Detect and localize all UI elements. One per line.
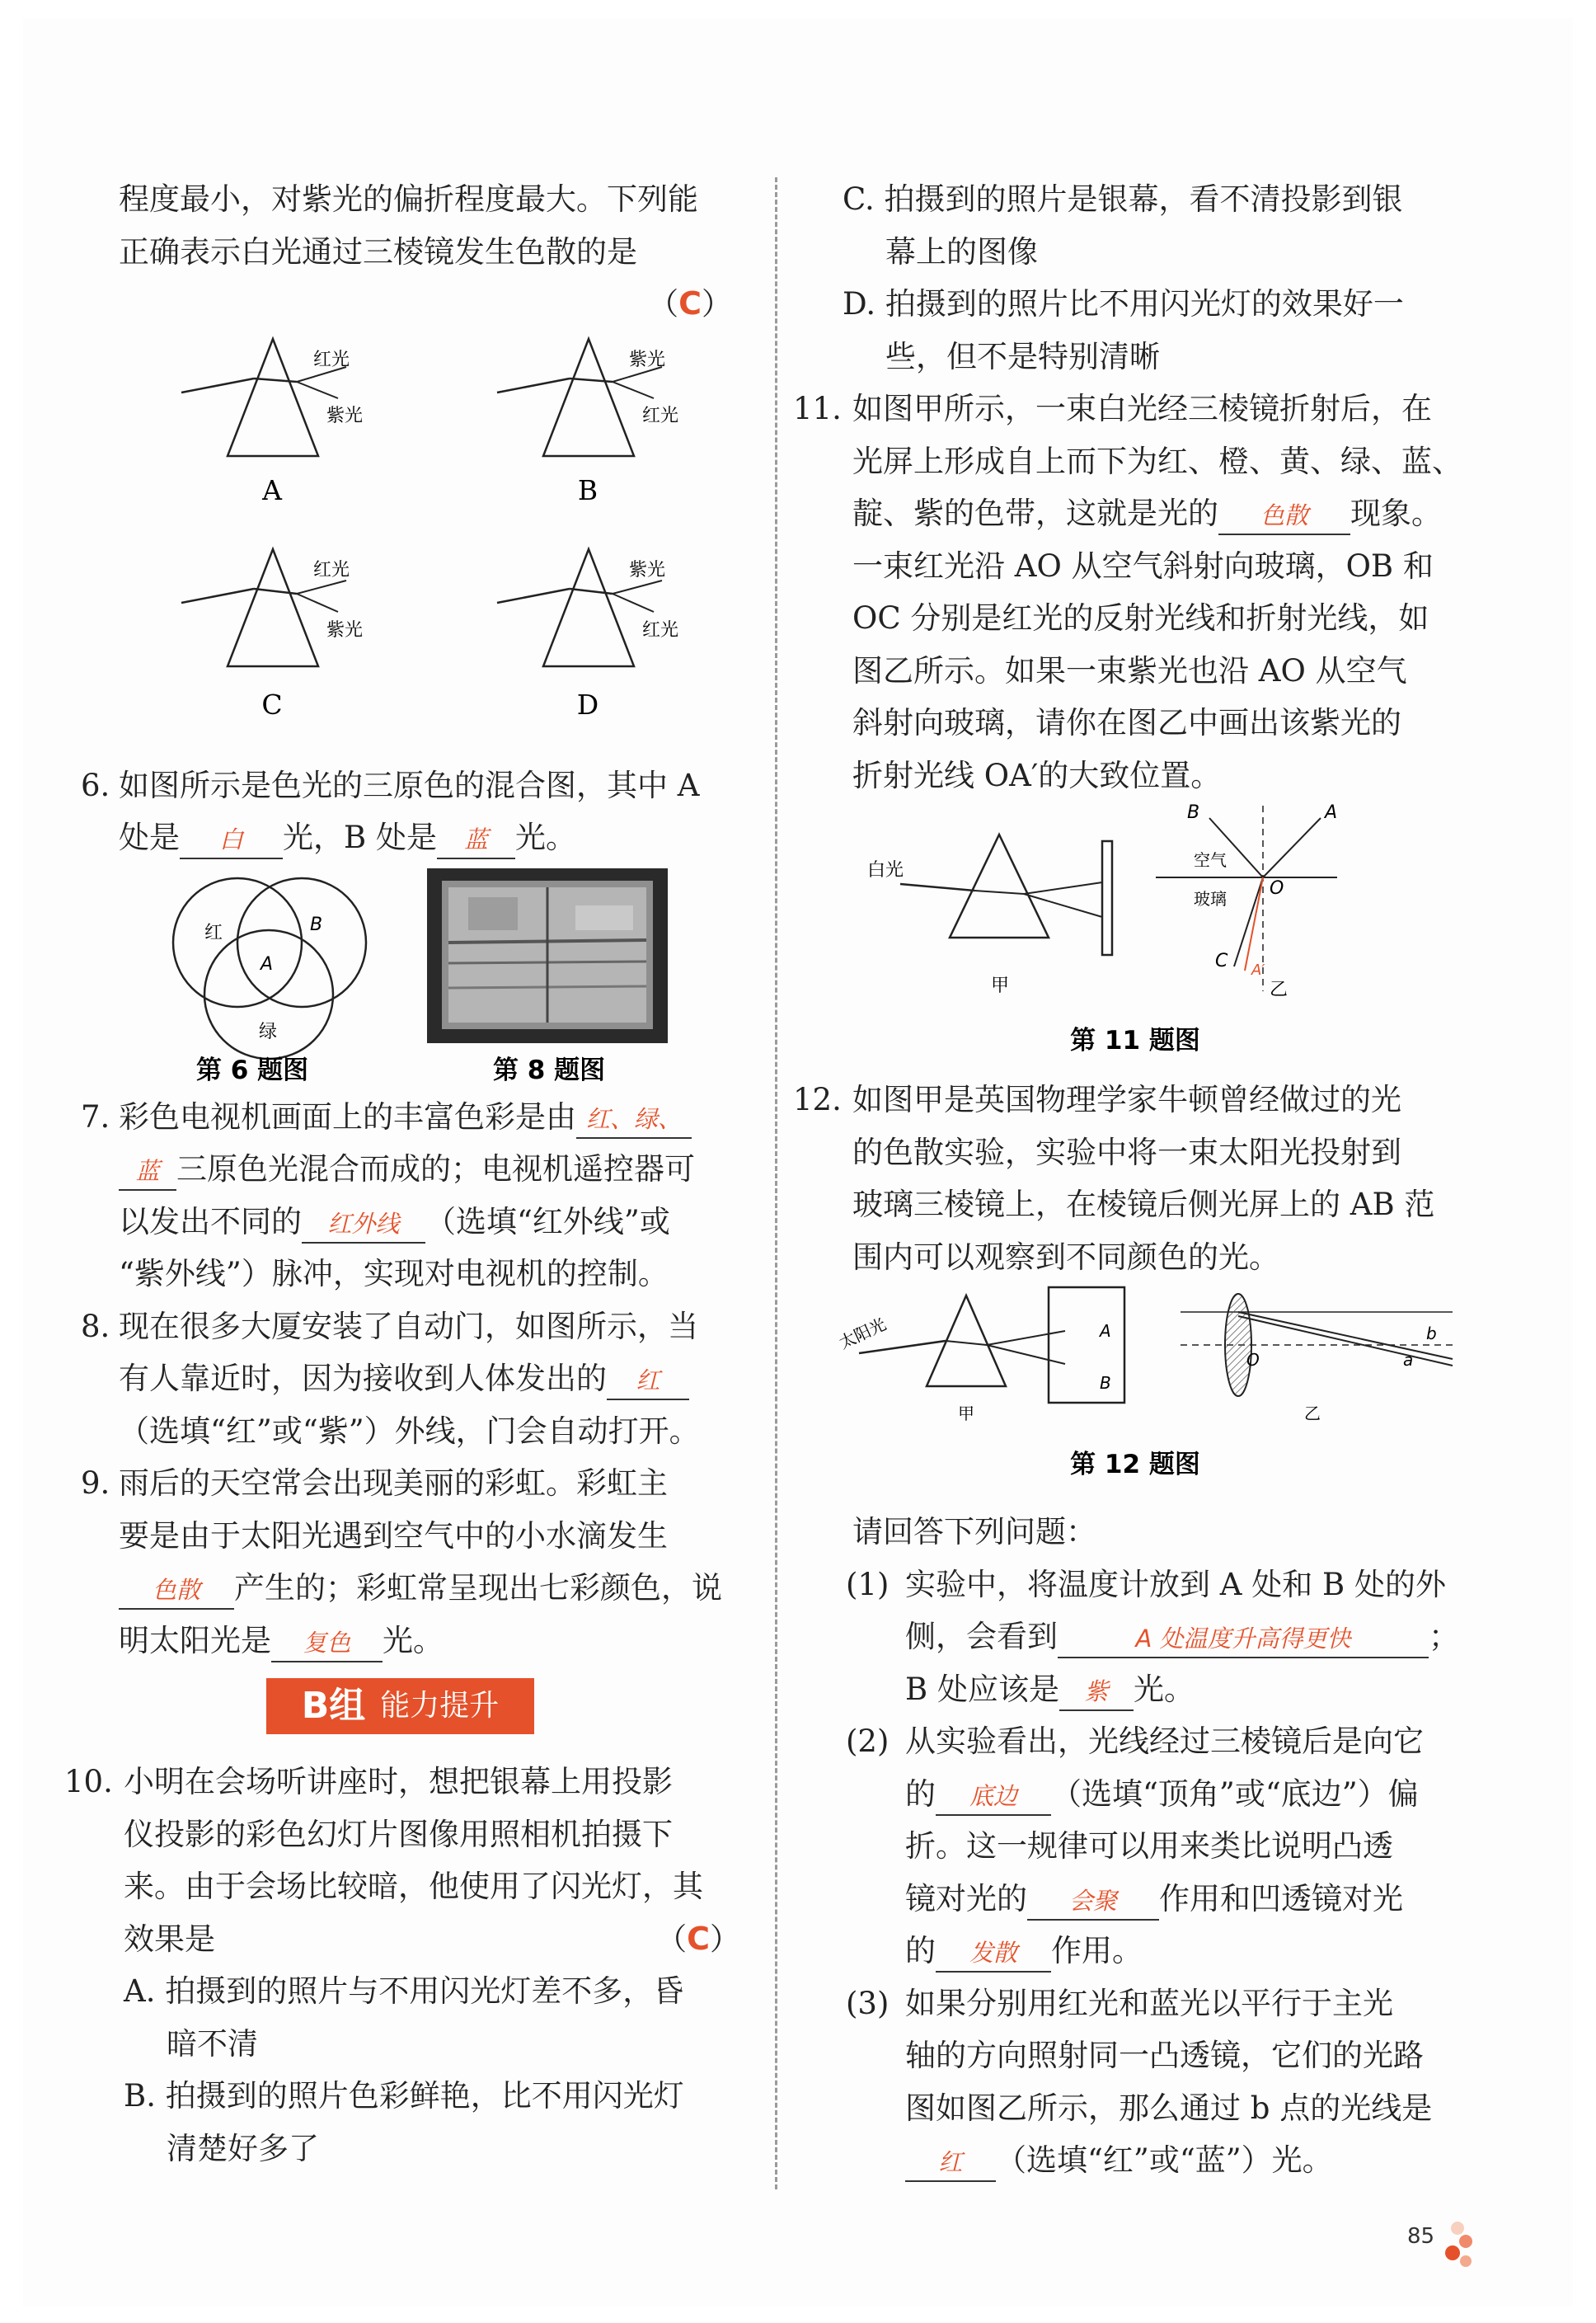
section-banner — [81, 1672, 749, 1744]
q8-line: （选填“红”或“紫”）外线，门会自动打开。 — [119, 1413, 700, 1449]
q5-prism-options — [81, 331, 749, 759]
q6-q8-figures — [81, 864, 749, 1091]
q12-sub1-line: 实验中，将温度计放到 A 处和 B 处的外 — [905, 1566, 1446, 1602]
q6-line: 处是 白 光，B 处是 蓝 光。 — [119, 811, 749, 864]
q7-blank-colors: 红、绿、 — [576, 1101, 692, 1139]
circle-red-label: 红 — [204, 922, 223, 943]
q11-caption: 第 11 题图 — [1070, 1026, 1200, 1056]
q12-sub2-line: 折。这一规律可以用来类比说明凸透 — [905, 1828, 1393, 1864]
q10-option-a: A. 拍摄到的照片与不用闪光灯差不多，昏 — [124, 1973, 684, 2009]
q12-sub2-line: 的 底边 （选填“顶角”或“底边”）偏 — [905, 1768, 1477, 1821]
q11-yi-label: 乙 — [1270, 980, 1289, 1000]
q12-sub1-blank-b: 紫 — [1059, 1673, 1134, 1711]
prism-b-letter: B — [577, 473, 598, 506]
q11-prism-jia — [867, 835, 1112, 996]
q11-line: 折射光线 OA′的大致位置。 — [852, 757, 1222, 793]
prism-option-a — [181, 339, 363, 506]
prism-a-letter: A — [262, 473, 282, 506]
q12-figure — [793, 1283, 1477, 1514]
q12-sub-3 — [846, 1977, 1477, 2187]
q10-option-c: C. 拍摄到的照片是银幕，看不清投影到银 — [843, 181, 1403, 217]
q12-lens-yi — [1181, 1294, 1453, 1423]
prism-c-letter: C — [261, 688, 283, 721]
q11-line: 图乙所示。如果一束紫光也沿 AO 从空气 — [852, 652, 1407, 689]
q12-sub2-number: (2) — [846, 1723, 890, 1759]
q12-line: 玻璃三棱镜上，在棱镜后侧光屏上的 AB 范 — [852, 1187, 1435, 1222]
q6-blank-b: 蓝 — [437, 821, 515, 859]
q10-answer: C — [687, 1920, 710, 1957]
q8-blank: 红 — [607, 1362, 689, 1400]
q7-blank-infrared: 红外线 — [302, 1206, 425, 1244]
question-9 — [81, 1457, 749, 1667]
q9-line: 雨后的天空常会出现美丽的彩虹。彩虹主 — [119, 1465, 668, 1501]
q7-line: 彩色电视机画面上的丰富色彩是由 红、绿、 — [119, 1091, 749, 1144]
q10-line: 小明在会场听讲座时，想把银幕上用投影 — [124, 1764, 673, 1799]
q9-line: 色散 产生的；彩虹常呈现出七彩颜色，说 — [119, 1562, 749, 1615]
circle-b-label: B — [310, 914, 323, 935]
q12-small-b-label: b — [1426, 1324, 1437, 1343]
q11-blank: 色散 — [1218, 497, 1350, 535]
prism-options-figure — [81, 331, 749, 759]
q12-sub-1 — [846, 1559, 1477, 1716]
q11-line: OC 分别是红光的反射光线和折射光线，如 — [852, 600, 1429, 636]
q11-a-label: A — [1325, 802, 1338, 823]
q5-text-line: 程度最小，对紫光的偏折程度最大。下列能 — [119, 181, 698, 217]
q12-diagrams — [793, 1283, 1477, 1514]
prism-c-bottom-label: 紫光 — [326, 619, 364, 641]
circle-a-label: A — [261, 953, 274, 975]
q11-refraction-yi — [1156, 802, 1337, 1000]
q12-o-label: O — [1246, 1350, 1260, 1370]
q11-b-label: B — [1187, 802, 1200, 823]
q12-jia-label: 甲 — [958, 1404, 974, 1423]
q12-sub2-blank-edge: 底边 — [936, 1778, 1051, 1816]
left-column — [64, 173, 749, 2175]
question-8 — [81, 1300, 749, 1458]
q12-sub2-line: 的 发散 作用。 — [905, 1925, 1477, 1977]
q11-diagrams — [793, 802, 1477, 1074]
question-10 — [64, 1756, 749, 2175]
q8-line: 现在很多大厦安装了自动门，如图所示，当 — [119, 1308, 698, 1344]
prism-b-top-label: 紫光 — [629, 349, 666, 370]
prism-option-b — [497, 339, 678, 506]
prism-option-c — [181, 549, 363, 721]
q12-line: 的色散实验，实验中将一束太阳光投射到 — [852, 1134, 1401, 1170]
q12-sub3-line: 如果分别用红光和蓝光以平行于主光 — [905, 1985, 1393, 2021]
q9-blank-composite: 复色 — [271, 1625, 383, 1662]
q12-line: 如图甲是英国物理学家牛顿曾经做过的光 — [852, 1082, 1401, 1117]
q10-line: 仪投影的彩色幻灯片图像用照相机拍摄下 — [124, 1816, 673, 1852]
question-12 — [793, 1074, 1477, 1283]
q11-number: 11. — [793, 391, 842, 426]
q7-line: 蓝 三原色光混合而成的；电视机遥控器可 — [119, 1143, 749, 1196]
q12-sub-2 — [846, 1715, 1477, 1977]
q7-line: “紫外线”）脉冲，实现对电视机的控制。 — [119, 1256, 669, 1291]
q10-option-b-cont: 清楚好多了 — [167, 2130, 319, 2166]
prism-d-top-label: 紫光 — [629, 559, 666, 581]
q12-line: 围内可以观察到不同颜色的光。 — [852, 1239, 1279, 1275]
q12-number: 12. — [793, 1082, 842, 1117]
q11-white-light-label: 白光 — [867, 860, 904, 881]
q10-line: 来。由于会场比较暗，他使用了闪光灯，其 — [124, 1869, 703, 1904]
q12-small-a-label: a — [1403, 1350, 1414, 1370]
q12-caption: 第 12 题图 — [1070, 1450, 1200, 1479]
prism-b-bottom-label: 红光 — [642, 405, 679, 426]
q11-line: 光屏上形成自上而下为红、橙、黄、绿、蓝、 — [852, 443, 1462, 479]
q12-sub2-line: 从实验看出，光线经过三棱镜后是向它 — [905, 1723, 1424, 1759]
q8-line: 有人靠近时，因为接收到人体发出的 红 — [119, 1352, 749, 1405]
group-b-ribbon — [266, 1678, 534, 1734]
q8-number: 8. — [81, 1308, 110, 1344]
prism-d-letter: D — [576, 688, 599, 721]
q5-text-line: 正确表示白光通过三棱镜发生色散的是 — [119, 233, 637, 270]
q10-number: 10. — [64, 1764, 113, 1799]
prism-c-top-label: 红光 — [313, 559, 350, 581]
prism-option-d — [497, 549, 678, 721]
q9-line: 明太阳光是 复色 光。 — [119, 1615, 749, 1667]
q11-figure — [793, 802, 1477, 1074]
q12-sub3-blank: 红 — [905, 2144, 996, 2182]
q11-line: 如图甲所示，一束白光经三棱镜折射后，在 — [852, 391, 1432, 426]
q12-sunlight-label: 太阳光 — [835, 1314, 890, 1353]
banner-group: B组 — [301, 1685, 366, 1728]
q5-answer-paren: （C） — [648, 285, 732, 322]
question-6 — [81, 759, 749, 864]
circle-green-label: 绿 — [259, 1021, 278, 1042]
q7-line: 以发出不同的 红外线 （选填“红外线”或 — [119, 1196, 749, 1248]
q10-option-b: B. 拍摄到的照片色彩鲜艳，比不用闪光灯 — [124, 2078, 684, 2114]
q10-option-a-cont: 暗不清 — [167, 2025, 258, 2062]
q7-blank-blue: 蓝 — [119, 1153, 176, 1191]
q11-a-prime-label: A′ — [1251, 962, 1265, 979]
prism-d-bottom-label: 红光 — [642, 619, 679, 641]
question-7 — [81, 1091, 749, 1300]
q9-blank-dispersion: 色散 — [119, 1572, 234, 1610]
q12-yi-label: 乙 — [1304, 1404, 1321, 1423]
q11-o-label: O — [1270, 878, 1284, 899]
page-number: 85 — [1407, 2224, 1435, 2249]
q12-sub2-blank-converge: 会聚 — [1027, 1883, 1159, 1921]
q9-line: 要是由于太阳光遇到空气中的小水滴发生 — [119, 1517, 668, 1554]
q10-line: 效果是 （C） — [124, 1920, 740, 1957]
q7-number: 7. — [81, 1098, 110, 1135]
q12-sub3-number: (3) — [846, 1985, 890, 2021]
color-mix-and-door-figure — [81, 864, 749, 1091]
q11-line: 斜射向玻璃，请你在图乙中画出该紫光的 — [852, 705, 1401, 741]
q9-number: 9. — [81, 1465, 110, 1501]
q11-jia-label: 甲 — [991, 976, 1010, 996]
q11-glass-label: 玻璃 — [1194, 889, 1227, 909]
q12-subquestions-body — [793, 1559, 1477, 2187]
q12-prism-jia — [836, 1287, 1124, 1423]
banner-title: 能力提升 — [380, 1689, 500, 1723]
q6-line: 如图所示是色光的三原色的混合图，其中 A — [119, 767, 700, 803]
q11-line: 靛、紫的色带，这就是光的 色散 现象。 — [852, 487, 1477, 540]
q10-option-c-cont: 幕上的图像 — [885, 233, 1038, 270]
right-column — [793, 173, 1477, 2187]
q12-sub1-line: B 处应该是 紫 光。 — [905, 1663, 1477, 1716]
prism-a-top-label: 红光 — [313, 349, 350, 370]
q12-sub3-line: 红 （选填“红”或“蓝”）光。 — [905, 2134, 1477, 2187]
question-11 — [793, 383, 1477, 802]
q10-option-d-cont: 些，但不是特别清晰 — [885, 338, 1160, 374]
q11-air-label: 空气 — [1194, 850, 1227, 870]
q11-c-label: C — [1215, 951, 1228, 971]
q6-blank-a: 白 — [180, 821, 283, 859]
q6-caption: 第 6 题图 — [196, 1055, 309, 1085]
prism-a-bottom-label: 紫光 — [326, 405, 364, 426]
automatic-door-photo — [427, 868, 668, 1043]
q12-sub1-blank-a: A 处温度升高得更快 — [1058, 1620, 1429, 1658]
q10-continued — [793, 173, 1477, 383]
q12-b-label: B — [1100, 1373, 1111, 1393]
q12-sub3-line: 图如图乙所示，那么通过 b 点的光线是 — [905, 2090, 1433, 2126]
q12-sub1-line: 侧，会看到 A 处温度升高得更快 ； — [905, 1611, 1477, 1663]
q12-sub2-blank-diverge: 发散 — [936, 1935, 1051, 1973]
q12-a-label: A — [1100, 1321, 1111, 1341]
q12-sub3-line: 轴的方向照射同一凸透镜，它们的光路 — [905, 2038, 1424, 2073]
q8-caption: 第 8 题图 — [493, 1055, 606, 1085]
q11-line: 一束红光沿 AO 从空气斜射向玻璃，OB 和 — [852, 548, 1434, 584]
q12-sub2-line: 镜对光的 会聚 作用和凹透镜对光 — [905, 1873, 1477, 1926]
q6-number: 6. — [81, 767, 110, 803]
column-divider — [775, 177, 777, 2189]
q10-option-d: D. 拍摄到的照片比不用闪光灯的效果好一 — [843, 286, 1404, 322]
q12-prompt: 请回答下列问题： — [852, 1514, 1096, 1549]
q5-answer: C — [678, 285, 702, 322]
q12-sub1-number: (1) — [846, 1566, 890, 1602]
